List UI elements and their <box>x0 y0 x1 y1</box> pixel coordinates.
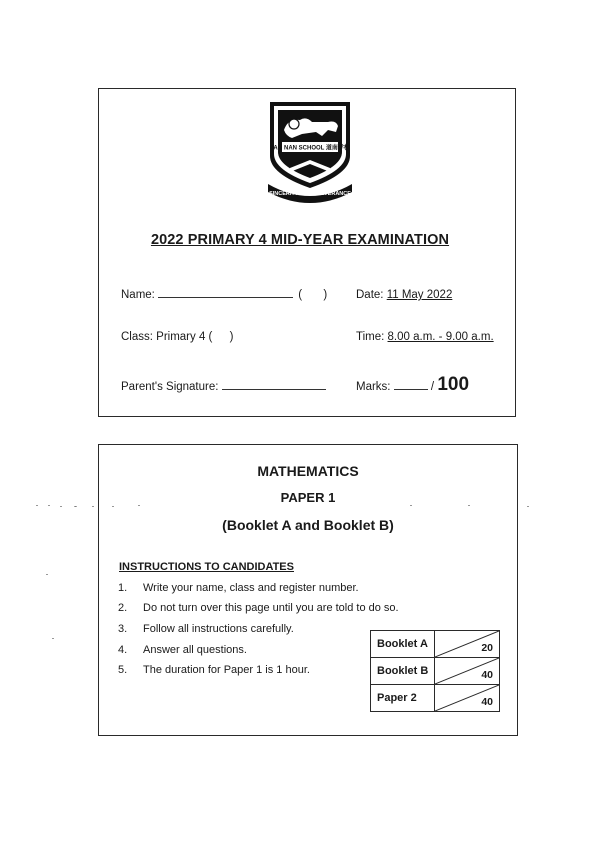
crest-motto: SINCERITY & PERSEVERANCE <box>269 191 351 197</box>
name-line <box>158 297 293 298</box>
instruction-number: 5. <box>118 664 128 676</box>
instruction-number: 1. <box>118 582 128 594</box>
time-label: Time: <box>356 331 385 343</box>
instruction-item <box>118 582 359 594</box>
marks-row <box>371 658 500 685</box>
marks-field <box>356 374 469 396</box>
class-paren-close: ) <box>229 331 234 343</box>
name-label: Name: <box>121 289 155 301</box>
instruction-text: Answer all questions. <box>143 644 247 656</box>
scan-speck <box>36 505 38 506</box>
instructions-title: INSTRUCTIONS TO CANDIDATES <box>119 561 294 573</box>
date-value: 11 May 2022 <box>386 289 453 301</box>
time-value: 8.00 a.m. - 9.00 a.m. <box>387 331 494 343</box>
instruction-text: Follow all instructions carefully. <box>143 623 294 635</box>
signature-line <box>222 389 326 390</box>
booklet-label: Paper 2 <box>371 685 435 712</box>
marks-line <box>394 389 428 390</box>
exam-title: 2022 PRIMARY 4 MID-YEAR EXAMINATION <box>150 232 450 248</box>
marks-slash: / <box>430 381 435 393</box>
marks-label: Marks: <box>356 381 391 393</box>
mark-cell[interactable] <box>435 658 500 685</box>
register-paren-open: ( <box>298 289 303 301</box>
class-label: Class: Primary 4 ( <box>121 331 213 343</box>
date-field <box>356 289 452 301</box>
scan-speck <box>52 638 54 639</box>
mark-max: 40 <box>481 696 493 708</box>
scan-speck <box>46 574 48 575</box>
marks-total: 100 <box>437 374 470 395</box>
booklet-label: Booklet B <box>371 658 435 685</box>
paper-number: PAPER 1 <box>280 490 336 505</box>
instruction-number: 4. <box>118 644 128 656</box>
instruction-item <box>118 602 399 614</box>
name-field <box>121 289 327 301</box>
booklet-label: Booklet A <box>371 631 435 658</box>
mark-cell[interactable] <box>435 685 500 712</box>
register-paren-close: ) <box>323 289 328 301</box>
instruction-number: 2. <box>118 602 128 614</box>
scan-speck <box>74 506 77 507</box>
instruction-text: Write your name, class and register number. <box>143 582 359 594</box>
instruction-number: 3. <box>118 623 128 635</box>
scan-speck <box>138 505 140 506</box>
scan-speck <box>60 506 62 507</box>
booklets-label: (Booklet A and Booklet B) <box>222 517 394 533</box>
scan-speck <box>92 506 94 507</box>
signature-field <box>121 381 326 393</box>
time-field <box>356 331 494 343</box>
marks-table <box>370 630 500 712</box>
subject-title: MATHEMATICS <box>257 463 359 479</box>
class-field <box>121 331 233 343</box>
signature-label: Parent's Signature: <box>121 381 219 393</box>
scan-speck <box>410 505 412 506</box>
school-crest-logo <box>262 96 358 208</box>
scan-speck <box>112 506 114 507</box>
instruction-text: The duration for Paper 1 is 1 hour. <box>143 664 310 676</box>
instruction-item <box>118 664 310 676</box>
marks-row <box>371 685 500 712</box>
instruction-item <box>118 623 294 635</box>
instruction-item <box>118 644 247 656</box>
mark-max: 40 <box>481 669 493 681</box>
instruction-text: Do not turn over this page until you are told to do so. <box>143 602 399 614</box>
scan-speck <box>527 506 529 507</box>
crest-school-name: TAO NAN SCHOOL 道南学校 <box>270 145 350 152</box>
marks-row <box>371 631 500 658</box>
scan-speck <box>48 505 50 506</box>
scan-speck <box>468 505 470 506</box>
mark-cell[interactable] <box>435 631 500 658</box>
date-label: Date: <box>356 289 384 301</box>
mark-max: 20 <box>481 642 493 654</box>
